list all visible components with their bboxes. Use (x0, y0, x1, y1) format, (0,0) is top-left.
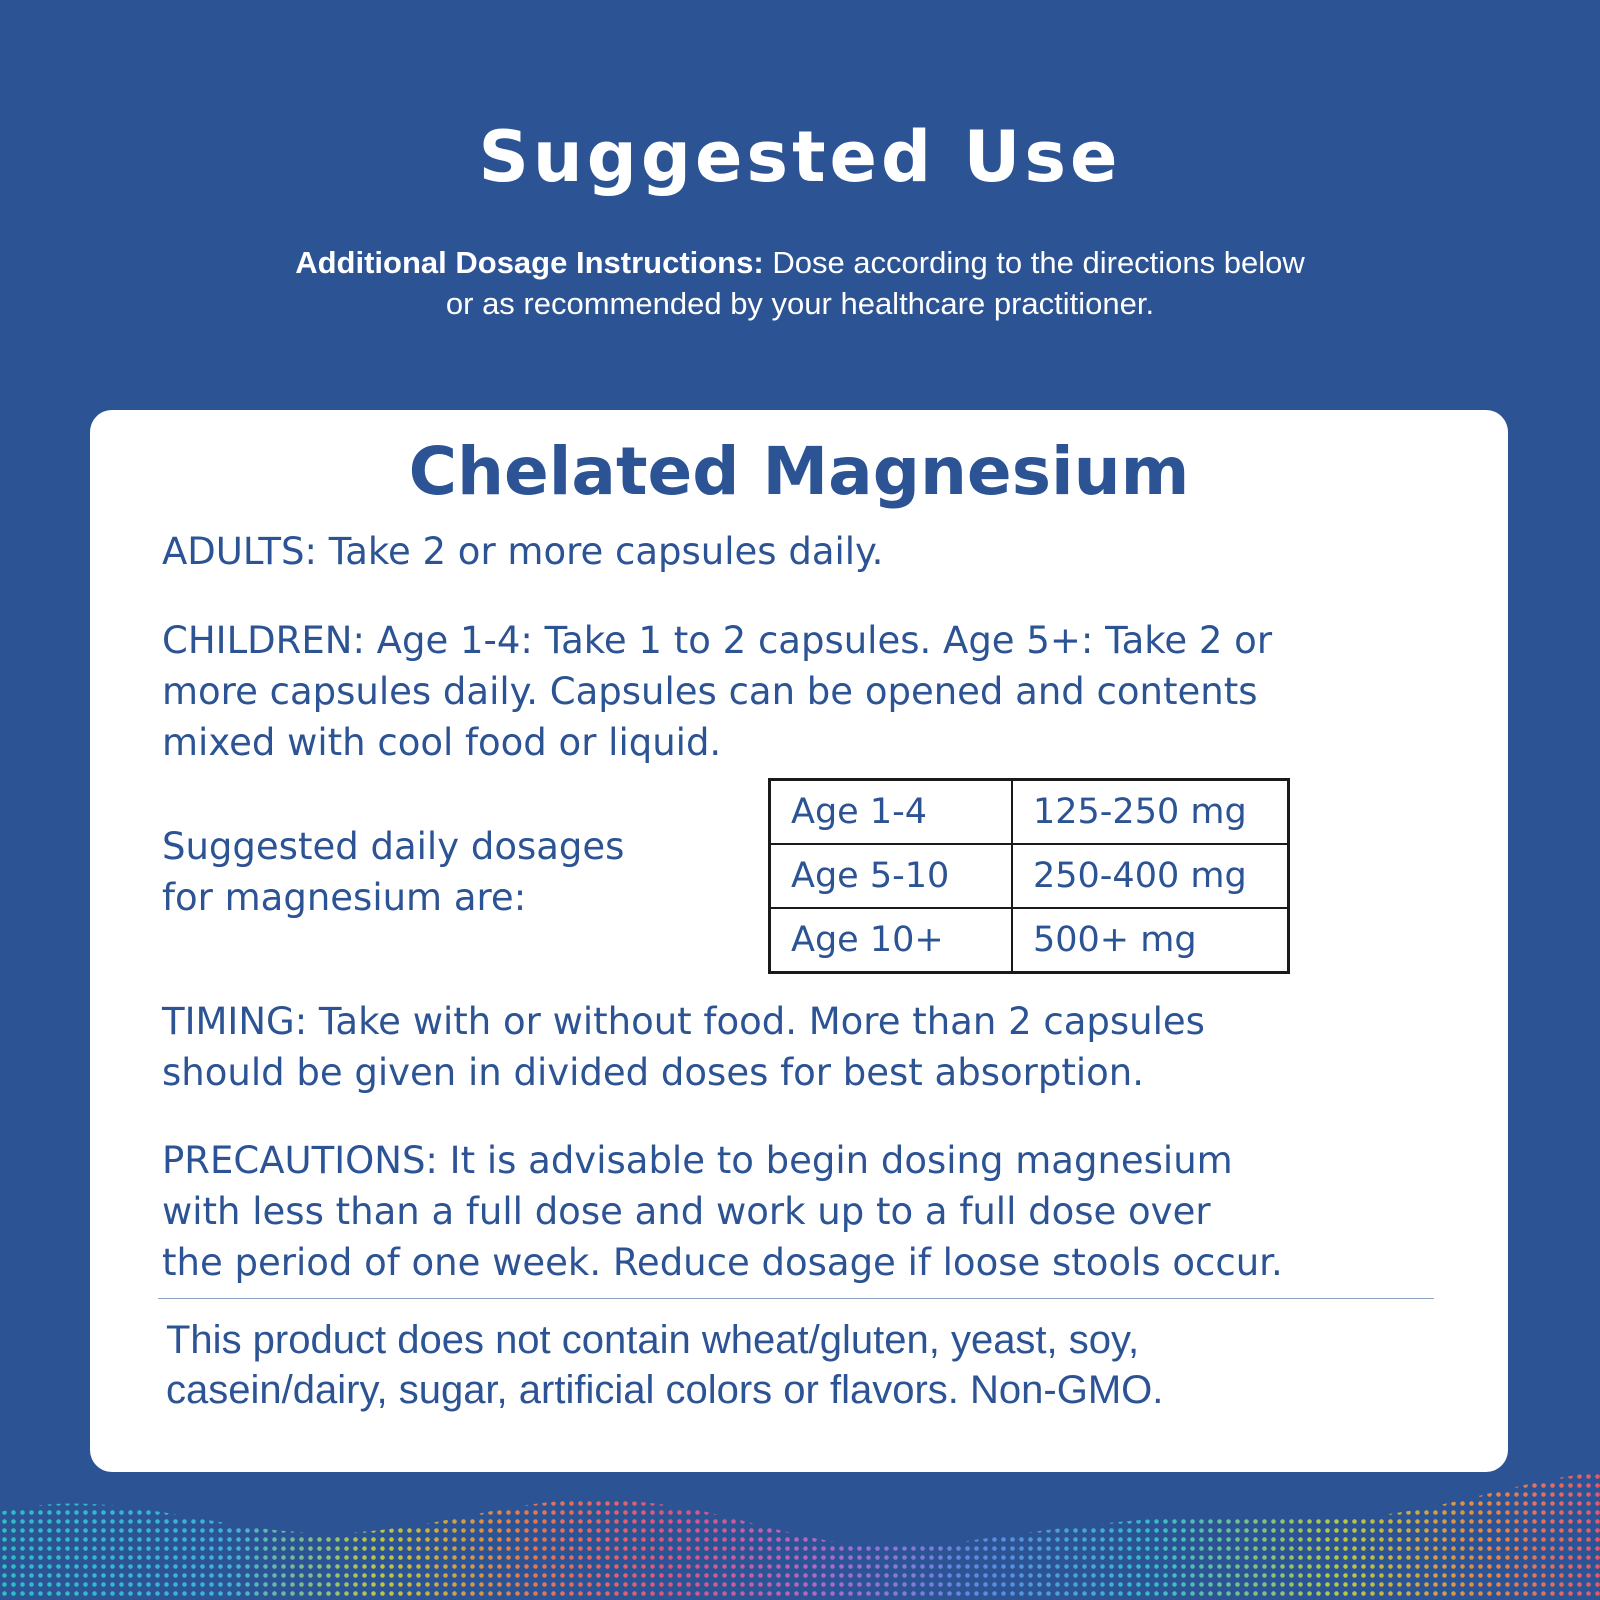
table-row (770, 844, 1289, 908)
instructions-card (90, 410, 1508, 1472)
table-row (770, 780, 1289, 845)
allergen-note-line: This product does not contain wheat/gluten, yeast, soy, (166, 1318, 1140, 1362)
intro-label: Additional Dosage Instructions: (295, 245, 764, 280)
precautions-paragraph (162, 1135, 1482, 1288)
decorative-wave-dots (0, 1472, 1600, 1600)
divider (158, 1298, 1434, 1299)
allergen-note-line: casein/dairy, sugar, artificial colors or flavors. Non-GMO. (166, 1368, 1164, 1412)
precautions-line: PRECAUTIONS: It is advisable to begin dosing magnesium (162, 1139, 1233, 1182)
dosage-intro-line: for magnesium are: (162, 876, 527, 919)
children-line: mixed with cool food or liquid. (162, 721, 722, 764)
age-cell: Age 10+ (770, 908, 1013, 973)
intro-line-1 (200, 242, 1400, 283)
intro-text (200, 242, 1400, 324)
dosage-table (768, 778, 1290, 974)
intro-line-1-text: Dose according to the directions below (772, 245, 1305, 280)
children-line: more capsules daily. Capsules can be opened and contents (162, 670, 1258, 713)
dosage-intro-line: Suggested daily dosages (162, 825, 625, 868)
page-title: Suggested Use (478, 116, 1122, 198)
dose-cell: 125-250 mg (1012, 780, 1289, 845)
precautions-line: the period of one week. Reduce dosage if loose stools occur. (162, 1241, 1283, 1284)
age-cell: Age 1-4 (770, 780, 1013, 845)
dose-cell: 500+ mg (1012, 908, 1289, 973)
intro-line-2: or as recommended by your healthcare practitioner. (445, 286, 1155, 321)
age-cell: Age 5-10 (770, 844, 1013, 908)
allergen-note (166, 1315, 1466, 1415)
children-line: CHILDREN: Age 1-4: Take 1 to 2 capsules. Age 5+: Take 2 or (162, 619, 1273, 662)
dose-cell: 250-400 mg (1012, 844, 1289, 908)
dosage-intro (162, 821, 722, 923)
timing-paragraph (162, 996, 1482, 1098)
table-row (770, 908, 1289, 973)
adults-paragraph: ADULTS: Take 2 or more capsules daily. (162, 530, 884, 573)
precautions-line: with less than a full dose and work up to a full dose over (162, 1190, 1211, 1233)
timing-line: TIMING: Take with or without food. More than 2 capsules (162, 1000, 1205, 1043)
card-title: Chelated Magnesium (408, 433, 1190, 510)
children-paragraph (162, 615, 1482, 768)
timing-line: should be given in divided doses for best absorption. (162, 1051, 1144, 1094)
